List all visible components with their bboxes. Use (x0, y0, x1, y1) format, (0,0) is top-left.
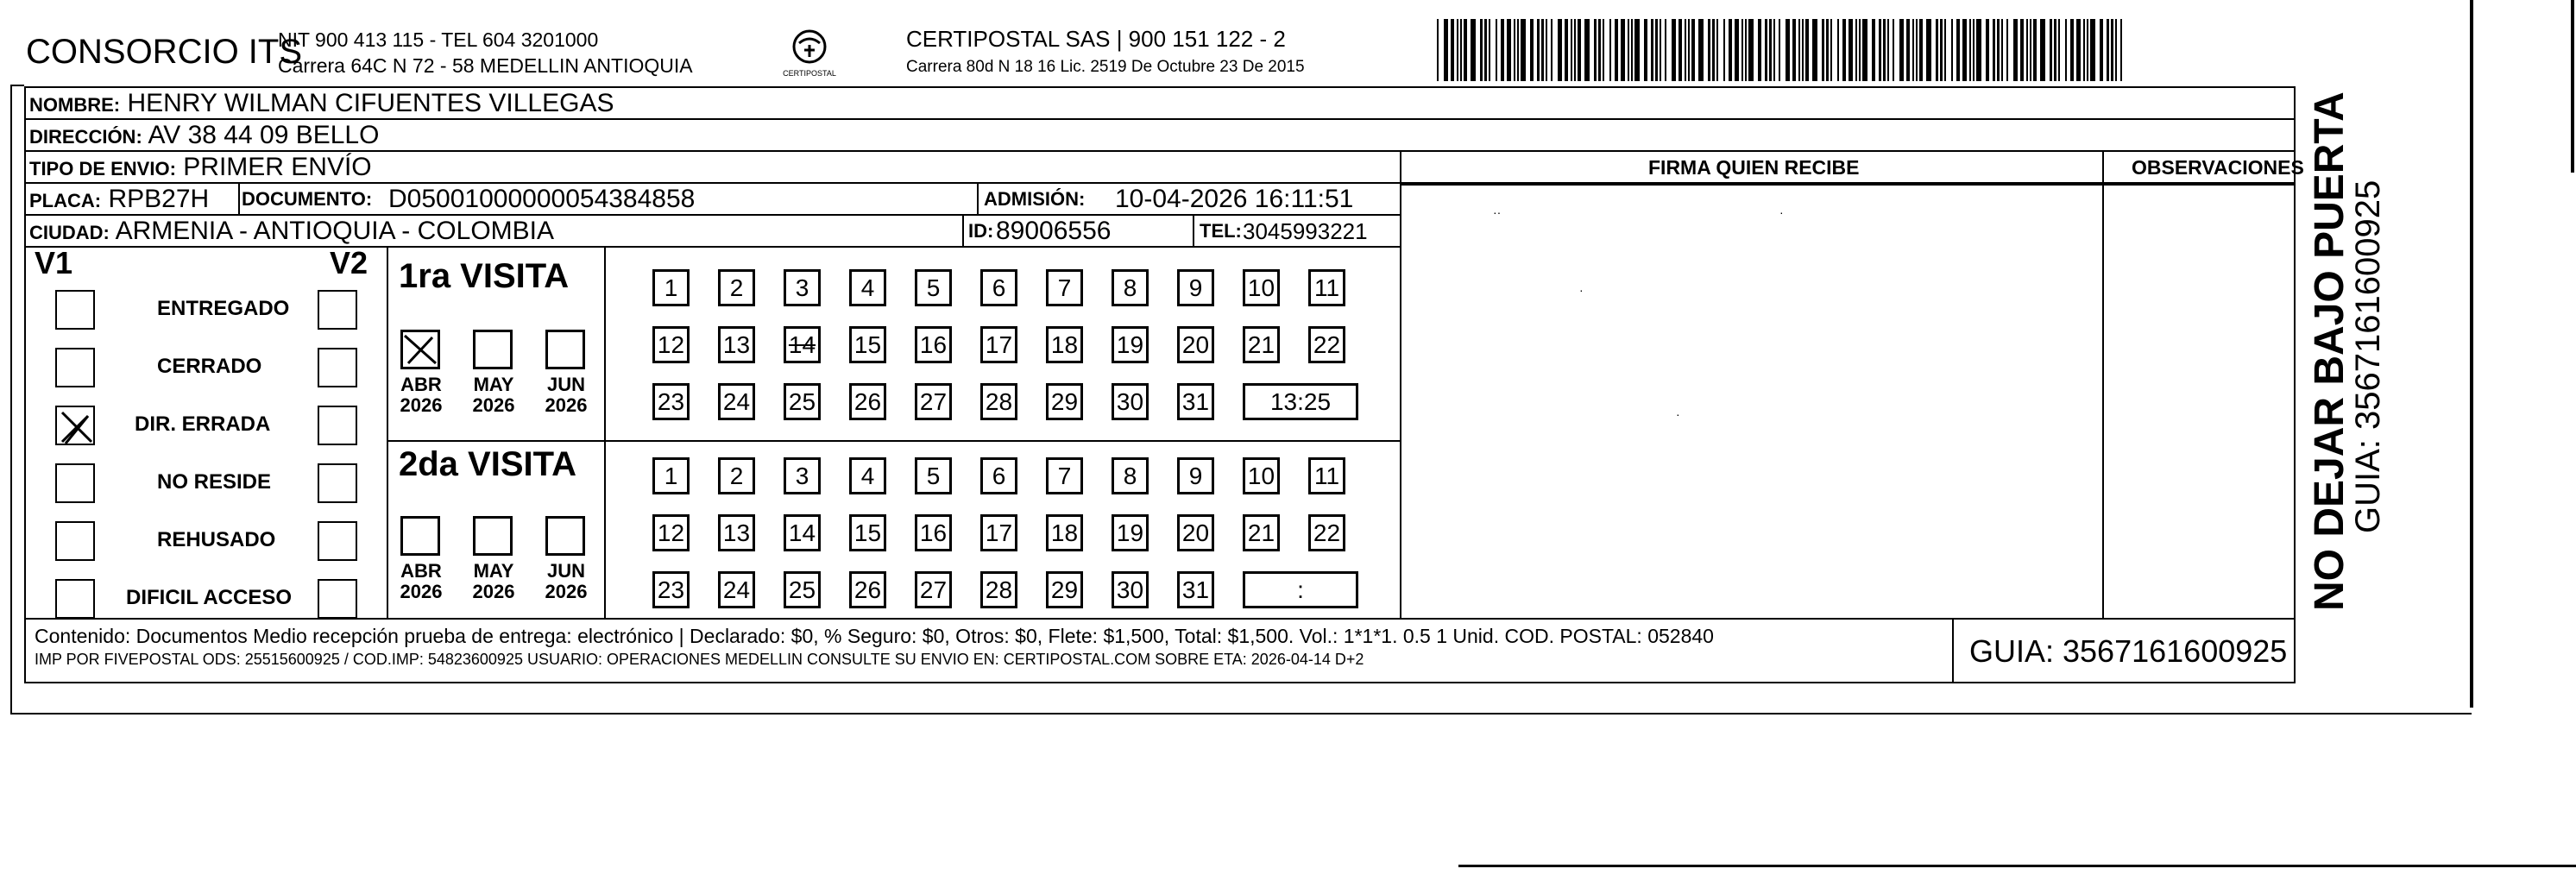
barcode-bar (1530, 19, 1534, 81)
option-label: REHUSADO (157, 528, 276, 551)
barcode-bar (1786, 19, 1790, 81)
frame-left-line (10, 85, 12, 714)
first-visit-day-25[interactable]: 25 (784, 383, 821, 420)
barcode-bar (2050, 19, 2052, 81)
barcode-bar (2120, 19, 2122, 81)
second-visit-day-30[interactable]: 30 (1112, 571, 1149, 608)
month-year: 2026 (472, 394, 515, 416)
barcode-bar (1558, 19, 1562, 81)
barcode-bar (1551, 19, 1553, 81)
month-year: 2026 (472, 581, 515, 602)
barcode-bar (1798, 19, 1800, 81)
second-visit-day-20[interactable]: 20 (1177, 514, 1214, 551)
month-label (533, 375, 599, 416)
first-visit-day-13[interactable]: 13 (718, 326, 755, 363)
barcode-bar (1765, 19, 1767, 81)
first-visit-day-15[interactable]: 15 (849, 326, 886, 363)
barcode-bar (2087, 19, 2088, 81)
month-year: 2026 (400, 581, 443, 602)
barcode-image (1437, 19, 2123, 81)
barcode-bar (2083, 19, 2085, 81)
id-value: 89006556 (996, 217, 1112, 245)
tipo-label: TIPO DE ENVIO: (29, 158, 176, 179)
footer-guia-line (1952, 618, 1954, 683)
signature-header-line (1400, 184, 2294, 186)
barcode-bar (2006, 19, 2008, 81)
signature-mark: ·· (1493, 205, 1502, 219)
barcode-bar (1594, 19, 1597, 81)
month-label (461, 561, 526, 602)
divider (238, 184, 240, 216)
barcode-bar (1906, 19, 1910, 81)
company-name: CONSORCIO ITS (26, 33, 303, 71)
second-visit-day-24[interactable]: 24 (718, 571, 755, 608)
company-address: Carrera 64C N 72 - 58 MEDELLIN ANTIOQUIA (278, 54, 693, 77)
signature-mark: · (1579, 283, 1584, 297)
barcode-bar (1507, 19, 1511, 81)
barcode-bar (1628, 19, 1629, 81)
barcode-bar (1691, 19, 1695, 81)
barcode-bar (1735, 19, 1739, 81)
barcode-bar (1773, 19, 1775, 81)
ciudad-value: ARMENIA - ANTIOQUIA - COLOMBIA (115, 217, 554, 245)
logo-text: CERTIPOSTAL (783, 69, 836, 78)
first-visit-day-20[interactable]: 20 (1177, 326, 1214, 363)
barcode-bar (1729, 19, 1732, 81)
barcode-bar (1489, 19, 1490, 81)
nombre-label: NOMBRE: (29, 94, 121, 116)
first-visit-day-2[interactable]: 2 (718, 269, 755, 306)
month-name: MAY (473, 560, 514, 582)
first-visit-day-22[interactable]: 22 (1308, 326, 1345, 363)
placa-label: PLACA: (29, 190, 102, 211)
barcode-bar (1919, 19, 1923, 81)
v1-checkbox-no-reside[interactable] (55, 463, 95, 503)
barcode-bar (1565, 19, 1568, 81)
first-visit-day-7[interactable]: 7 (1046, 269, 1083, 306)
barcode-bar (1976, 19, 1981, 81)
tel-value: 3045993221 (1243, 218, 1368, 244)
second-visit-day-15[interactable]: 15 (849, 514, 886, 551)
firma-header: FIRMA QUIEN RECIBE (1648, 156, 1860, 179)
barcode-bar (1723, 19, 1725, 81)
month-label (461, 375, 526, 416)
v2-checkbox-cerrado[interactable] (318, 348, 357, 387)
barcode-bar (1805, 19, 1809, 81)
first-visit-day-3[interactable]: 3 (784, 269, 821, 306)
second-visit-title: 2da VISITA (399, 445, 576, 483)
month-name: JUN (546, 560, 585, 582)
barcode-bar (2111, 19, 2113, 81)
second-visit-day-1[interactable]: 1 (652, 457, 690, 494)
certipostal-logo (775, 24, 844, 85)
placa-row (26, 184, 1400, 216)
barcode-bar (1708, 19, 1710, 81)
divider (977, 184, 979, 216)
barcode-bar (2033, 19, 2037, 81)
barcode-bar (1672, 19, 1676, 81)
second-visit-day-23[interactable]: 23 (652, 571, 690, 608)
tipo-value: PRIMER ENVÍO (183, 153, 372, 181)
barcode-bar (1926, 19, 1931, 81)
side-guia: GUIA: 3567161600925 (2349, 179, 2387, 533)
first-visit-day-23[interactable]: 23 (652, 383, 690, 420)
divider (1193, 216, 1194, 248)
barcode-bar (1537, 19, 1540, 81)
barcode-bar (1484, 19, 1487, 81)
month-year: 2026 (400, 394, 443, 416)
option-label: DIR. ERRADA (135, 412, 271, 436)
barcode-bar (1899, 19, 1904, 81)
v1-checkbox-dificil-acceso[interactable] (55, 579, 95, 619)
barcode-bar (2065, 19, 2067, 81)
barcode-bar (1912, 19, 1914, 81)
barcode-bar (1812, 19, 1817, 81)
barcode-bar (1940, 19, 1943, 81)
barcode-bar (1621, 19, 1625, 81)
barcode-bar (1546, 19, 1547, 81)
barcode-bar (1631, 19, 1633, 81)
barcode-bar (1578, 19, 1581, 81)
second-visit-month-box[interactable] (473, 516, 513, 556)
barcode-bar (1792, 19, 1796, 81)
barcode-bar (1460, 19, 1462, 81)
first-visit-day-29[interactable]: 29 (1046, 383, 1083, 420)
barcode-bar (1769, 19, 1772, 81)
first-visit-day-24[interactable]: 24 (718, 383, 755, 420)
barcode-bar (2115, 19, 2117, 81)
signature-left-line (1400, 152, 1401, 618)
barcode-bar (1997, 19, 2000, 81)
barcode-bar (1887, 19, 1889, 81)
second-visit-day-4[interactable]: 4 (849, 457, 886, 494)
frame-line (10, 85, 24, 86)
barcode-bar (2030, 19, 2031, 81)
month-name: ABR (400, 374, 442, 395)
first-visit-time-box[interactable]: 13:25 (1243, 383, 1358, 420)
barcode-bar (1665, 19, 1666, 81)
month-label (388, 561, 454, 602)
second-visit-day-3[interactable]: 3 (784, 457, 821, 494)
first-visit-day-16[interactable]: 16 (915, 326, 952, 363)
barcode-bar (1936, 19, 1938, 81)
barcode-bar (1745, 19, 1747, 81)
barcode-bar (1916, 19, 1918, 81)
first-visit-day-30[interactable]: 30 (1112, 383, 1149, 420)
nombre-value: HENRY WILMAN CIFUENTES VILLEGAS (127, 89, 614, 117)
v2-label: V2 (330, 245, 368, 280)
certipostal-line: CERTIPOSTAL SAS | 900 151 122 - 2 (906, 26, 1286, 52)
barcode-bar (1660, 19, 1661, 81)
barcode-bar (1480, 19, 1483, 81)
barcode-bar (1879, 19, 1881, 81)
admision-label: ADMISIÓN: (984, 188, 1086, 210)
second-visit-time-box[interactable]: : (1243, 571, 1358, 608)
barcode-bar (1830, 19, 1832, 81)
second-visit-month-box[interactable] (545, 516, 585, 556)
v1-label: V1 (35, 245, 73, 280)
barcode-bar (1993, 19, 1995, 81)
barcode-bar (1598, 19, 1601, 81)
barcode-bar (2040, 19, 2045, 81)
barcode-bar (1837, 19, 1839, 81)
license-line: Carrera 80d N 18 16 Lic. 2519 De Octubre 23 De 2015 (906, 58, 1305, 76)
second-visit-day-16[interactable]: 16 (915, 514, 952, 551)
month-name: JUN (546, 374, 585, 395)
barcode-bar (1956, 19, 1960, 81)
second-visit-day-2[interactable]: 2 (718, 457, 755, 494)
documento-label: DOCUMENTO: (242, 188, 373, 210)
barcode-bar (1944, 19, 1946, 81)
v1-checkbox-cerrado[interactable] (55, 348, 95, 387)
second-visit-day-17[interactable]: 17 (980, 514, 1017, 551)
first-visit-day-26[interactable]: 26 (849, 383, 886, 420)
barcode-bar (1603, 19, 1604, 81)
barcode-bar (2076, 19, 2081, 81)
second-visit-day-11[interactable]: 11 (1308, 457, 1345, 494)
barcode-bar (1574, 19, 1576, 81)
first-visit-day-12[interactable]: 12 (652, 326, 690, 363)
v2-checkbox-entregado[interactable] (318, 290, 357, 330)
second-visit-day-19[interactable]: 19 (1112, 514, 1149, 551)
barcode-bar (1655, 19, 1658, 81)
nombre-row (26, 88, 2294, 120)
first-visit-day-19[interactable]: 19 (1112, 326, 1149, 363)
first-visit-day-1[interactable]: 1 (652, 269, 690, 306)
barcode-bar (2013, 19, 2018, 81)
barcode-bar (1883, 19, 1886, 81)
second-visit-day-12[interactable]: 12 (652, 514, 690, 551)
second-visit-day-8[interactable]: 8 (1112, 457, 1149, 494)
barcode-bar (1514, 19, 1515, 81)
tipo-row (26, 152, 2304, 184)
barcode-bar (1862, 19, 1867, 81)
first-visit-month-box[interactable] (473, 330, 513, 369)
second-visit-day-6[interactable]: 6 (980, 457, 1017, 494)
month-label (533, 561, 599, 602)
signature-mark: · (1779, 205, 1784, 219)
barcode-bar (1501, 19, 1504, 81)
direccion-label: DIRECCIÓN: (29, 126, 142, 148)
first-visit-day-4[interactable]: 4 (849, 269, 886, 306)
barcode-bar (1457, 19, 1458, 81)
barcode-bar (1962, 19, 1967, 81)
first-visit-day-9[interactable]: 9 (1177, 269, 1214, 306)
tel-label: TEL: (1200, 220, 1242, 242)
barcode-bar (1716, 19, 1718, 81)
second-visit-day-21[interactable]: 21 (1243, 514, 1280, 551)
option-label: DIFICIL ACCESO (126, 586, 293, 609)
edge-mark (2571, 0, 2574, 173)
signature-mark: · (1676, 407, 1680, 421)
barcode-bar (1758, 19, 1761, 81)
second-visit-day-25[interactable]: 25 (784, 571, 821, 608)
second-visit-day-31[interactable]: 31 (1177, 571, 1214, 608)
first-visit-day-18[interactable]: 18 (1046, 326, 1083, 363)
v1-checkbox-dir-errada[interactable] (55, 406, 95, 445)
barcode-bar (1609, 19, 1611, 81)
barcode-bar (1842, 19, 1846, 81)
v2-checkbox-dir-errada[interactable] (318, 406, 357, 445)
barcode-bar (1584, 19, 1590, 81)
placa-value: RPB27H (108, 185, 210, 213)
direccion-row (26, 120, 2294, 152)
delivery-form (24, 86, 2304, 683)
visits-separator-line (387, 440, 1400, 442)
option-label: NO RESIDE (157, 470, 272, 494)
first-visit-month-box[interactable] (400, 330, 440, 369)
barcode-bar (1741, 19, 1743, 81)
second-visit-day-5[interactable]: 5 (915, 457, 952, 494)
barcode-bar (2020, 19, 2024, 81)
barcode-bar (1541, 19, 1544, 81)
month-year: 2026 (545, 581, 588, 602)
second-visit-day-22[interactable]: 22 (1308, 514, 1345, 551)
first-visit-title: 1ra VISITA (399, 257, 570, 295)
barcode-bar (2001, 19, 2003, 81)
barcode-bar (1615, 19, 1618, 81)
barcode-bar (2100, 19, 2103, 81)
v1-checkbox-rehusado[interactable] (55, 521, 95, 561)
barcode-bar (1822, 19, 1824, 81)
barcode-bar (1849, 19, 1853, 81)
barcode-bar (1826, 19, 1829, 81)
second-visit-day-28[interactable]: 28 (980, 571, 1017, 608)
barcode-bar (1685, 19, 1686, 81)
option-label: ENTREGADO (157, 297, 290, 320)
frame-bottom-line (10, 713, 2472, 714)
barcode-bar (2058, 19, 2060, 81)
month-year: 2026 (545, 394, 588, 416)
barcode-bar (2026, 19, 2028, 81)
barcode-bar (1437, 19, 1439, 81)
v1-checkbox-entregado[interactable] (55, 290, 95, 330)
barcode-bar (1872, 19, 1875, 81)
barcode-bar (2054, 19, 2056, 81)
barcode-bar (1688, 19, 1690, 81)
barcode-bar (1986, 19, 1989, 81)
barcode-bar (1521, 19, 1526, 81)
second-visit-day-18[interactable]: 18 (1046, 514, 1083, 551)
first-visit-day-10[interactable]: 10 (1243, 269, 1280, 306)
first-visit-month-box[interactable] (545, 330, 585, 369)
first-visit-day-8[interactable]: 8 (1112, 269, 1149, 306)
first-visit-day-11[interactable]: 11 (1308, 269, 1345, 306)
second-visit-day-27[interactable]: 27 (915, 571, 952, 608)
barcode-bar (1471, 19, 1476, 81)
barcode-bar (1859, 19, 1861, 81)
direccion-value: AV 38 44 09 BELLO (148, 121, 380, 149)
first-visit-day-6[interactable]: 6 (980, 269, 1017, 306)
barcode-bar (1651, 19, 1653, 81)
documento-value: D05001000000054384858 (388, 185, 696, 213)
barcode-bar (1451, 19, 1454, 81)
first-visit-day-17[interactable]: 17 (980, 326, 1017, 363)
month-name: ABR (400, 560, 442, 582)
second-visit-month-box[interactable] (400, 516, 440, 556)
barcode-bar (1748, 19, 1754, 81)
second-visit-day-13[interactable]: 13 (718, 514, 755, 551)
month-label (388, 375, 454, 416)
second-visit-day-7[interactable]: 7 (1046, 457, 1083, 494)
observaciones-left-line (2102, 152, 2104, 618)
first-visit-day-31[interactable]: 31 (1177, 383, 1214, 420)
barcode-bar (1644, 19, 1647, 81)
observaciones-header: OBSERVACIONES (2132, 156, 2304, 179)
id-label: ID: (968, 220, 994, 242)
barcode-bar (1973, 19, 1975, 81)
v2-checkbox-dificil-acceso[interactable] (318, 579, 357, 619)
second-visit-day-29[interactable]: 29 (1046, 571, 1083, 608)
barcode-bar (1855, 19, 1857, 81)
ciudad-label: CIUDAD: (29, 222, 110, 243)
footer-imp-line: IMP POR FIVEPOSTAL ODS: 25515600925 / COD.IMP: 54823600925 USUARIO: OPERACIONES MEDELLIN CONSULTE SU ENVIO EN: CERTIPOSTAL.COM SOBRE ETA: 2026-04-14 D+2 (35, 651, 1364, 668)
first-visit-day-28[interactable]: 28 (980, 383, 1017, 420)
barcode-bar (1517, 19, 1519, 81)
barcode-bar (1444, 19, 1448, 81)
second-visit-day-26[interactable]: 26 (849, 571, 886, 608)
page-bottom-line (1458, 865, 2576, 867)
barcode-bar (1779, 19, 1780, 81)
barcode-bar (2107, 19, 2109, 81)
v2-checkbox-rehusado[interactable] (318, 521, 357, 561)
second-visit-day-14[interactable]: 14 (784, 514, 821, 551)
barcode-bar (1893, 19, 1894, 81)
first-visit-day-21[interactable]: 21 (1243, 326, 1280, 363)
barcode-bar (1678, 19, 1682, 81)
barcode-bar (2090, 19, 2095, 81)
barcode-bar (1634, 19, 1640, 81)
months-right-line (604, 248, 606, 619)
barcode-bar (1802, 19, 1804, 81)
barcode-bar (1464, 19, 1467, 81)
right-border-line (2470, 0, 2473, 708)
first-visit-day-14[interactable]: 14 (784, 326, 821, 363)
barcode-bar (1571, 19, 1572, 81)
month-name: MAY (473, 374, 514, 395)
second-visit-day-9[interactable]: 9 (1177, 457, 1214, 494)
admision-value: 10-04-2026 16:11:51 (1115, 185, 1354, 213)
barcode-bar (1951, 19, 1953, 81)
v2-checkbox-no-reside[interactable] (318, 463, 357, 503)
barcode-bar (1496, 19, 1497, 81)
barcode-bar (1698, 19, 1704, 81)
second-visit-day-10[interactable]: 10 (1243, 457, 1280, 494)
side-warning: NO DEJAR BAJO PUERTA (2307, 91, 2352, 611)
first-visit-day-5[interactable]: 5 (915, 269, 952, 306)
footer-guia: GUIA: 3567161600925 (1969, 633, 2288, 669)
company-nit: NIT 900 413 115 - TEL 604 3201000 (278, 28, 599, 51)
barcode-bar (1712, 19, 1715, 81)
barcode-bar (2070, 19, 2074, 81)
footer-content-line: Contenido: Documentos Medio recepción prueba de entrega: electrónico | Declarado: $0, % Seguro: $0, Otros: $0, Flete: $1,500, Total: $1,500. Vol.: 1*1*1. 0.5 1 Unid. COD. POSTAL: 052840 (35, 625, 1714, 647)
option-label: CERRADO (157, 355, 262, 378)
barcode-bar (1969, 19, 1971, 81)
divider (962, 216, 964, 248)
first-visit-day-27[interactable]: 27 (915, 383, 952, 420)
